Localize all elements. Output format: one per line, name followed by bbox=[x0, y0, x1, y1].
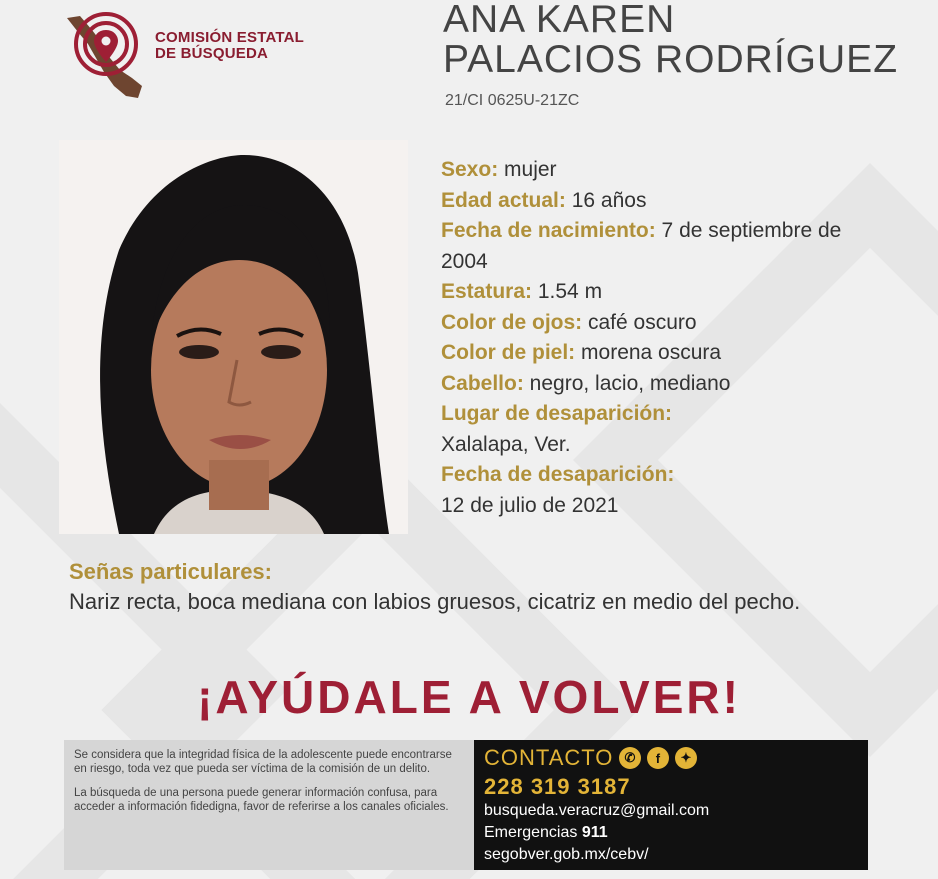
contact-emergency: Emergencias 911 bbox=[484, 824, 608, 841]
org-name-line2: DE BÚSQUEDA bbox=[155, 45, 269, 62]
org-logo bbox=[62, 8, 322, 108]
contact-email[interactable]: busqueda.veracruz@gmail.com bbox=[484, 802, 710, 819]
detail-color-ojos: Color de ojos: café oscuro bbox=[441, 310, 697, 334]
case-id: 21/CI 0625U-21ZC bbox=[445, 92, 580, 109]
detail-sexo: Sexo: mujer bbox=[441, 158, 557, 181]
contact-header bbox=[484, 744, 858, 772]
contact-title: CONTACTO bbox=[484, 745, 614, 770]
detail-edad: Edad actual: 16 años bbox=[441, 188, 647, 212]
person-details bbox=[441, 155, 861, 521]
org-name-line1: COMISIÓN ESTATAL bbox=[155, 29, 305, 46]
portrait-image bbox=[59, 140, 408, 534]
detail-color-piel: Color de piel: morena oscura bbox=[441, 341, 722, 364]
senas-label: Señas particulares: bbox=[69, 559, 272, 584]
call-to-action: ¡AYÚDALE A VOLVER! bbox=[197, 671, 741, 723]
phone-icon: ✆ bbox=[619, 747, 641, 769]
contact-box bbox=[474, 740, 868, 870]
notice-box bbox=[64, 740, 474, 870]
name-line2: PALACIOS RODRÍGUEZ bbox=[443, 38, 899, 81]
emergency-number[interactable]: 911 bbox=[581, 824, 608, 841]
senas-text: Nariz recta, boca mediana con labios gruesos, cicatriz en medio del pecho. bbox=[69, 589, 801, 614]
detail-lugar-desaparicion: Lugar de desaparición: Xalalapa, Ver. bbox=[441, 402, 673, 456]
detail-cabello: Cabello: negro, lacio, mediano bbox=[441, 371, 731, 395]
detail-estatura: Estatura: 1.54 m bbox=[441, 280, 603, 303]
twitter-icon: ✦ bbox=[675, 747, 697, 769]
name-line1: ANA KAREN bbox=[443, 0, 676, 41]
contact-phone[interactable]: 228 319 3187 bbox=[484, 774, 631, 799]
detail-fecha-desaparicion: Fecha de desaparición: 12 de julio de 2021 bbox=[441, 463, 675, 517]
contact-website[interactable]: segobver.gob.mx/cebv/ bbox=[484, 846, 649, 863]
distinguishing-marks bbox=[69, 557, 909, 617]
detail-fecha-nacimiento: Fecha de nacimiento: 7 de septiembre de 2004 bbox=[441, 219, 842, 273]
facebook-icon: f bbox=[647, 747, 669, 769]
notice-paragraph-1: Se considera que la integridad física de la adolescente puede encontrarse en riesgo, toda vez que pueda ser víctima de la comisión de un delito. bbox=[74, 749, 452, 775]
person-name bbox=[443, 0, 898, 80]
person-photo bbox=[59, 140, 408, 534]
notice-paragraph-2: La búsqueda de una persona puede generar información confusa, para acceder a información fidedigna, favor de referirse a los canales oficiales. bbox=[74, 787, 449, 813]
